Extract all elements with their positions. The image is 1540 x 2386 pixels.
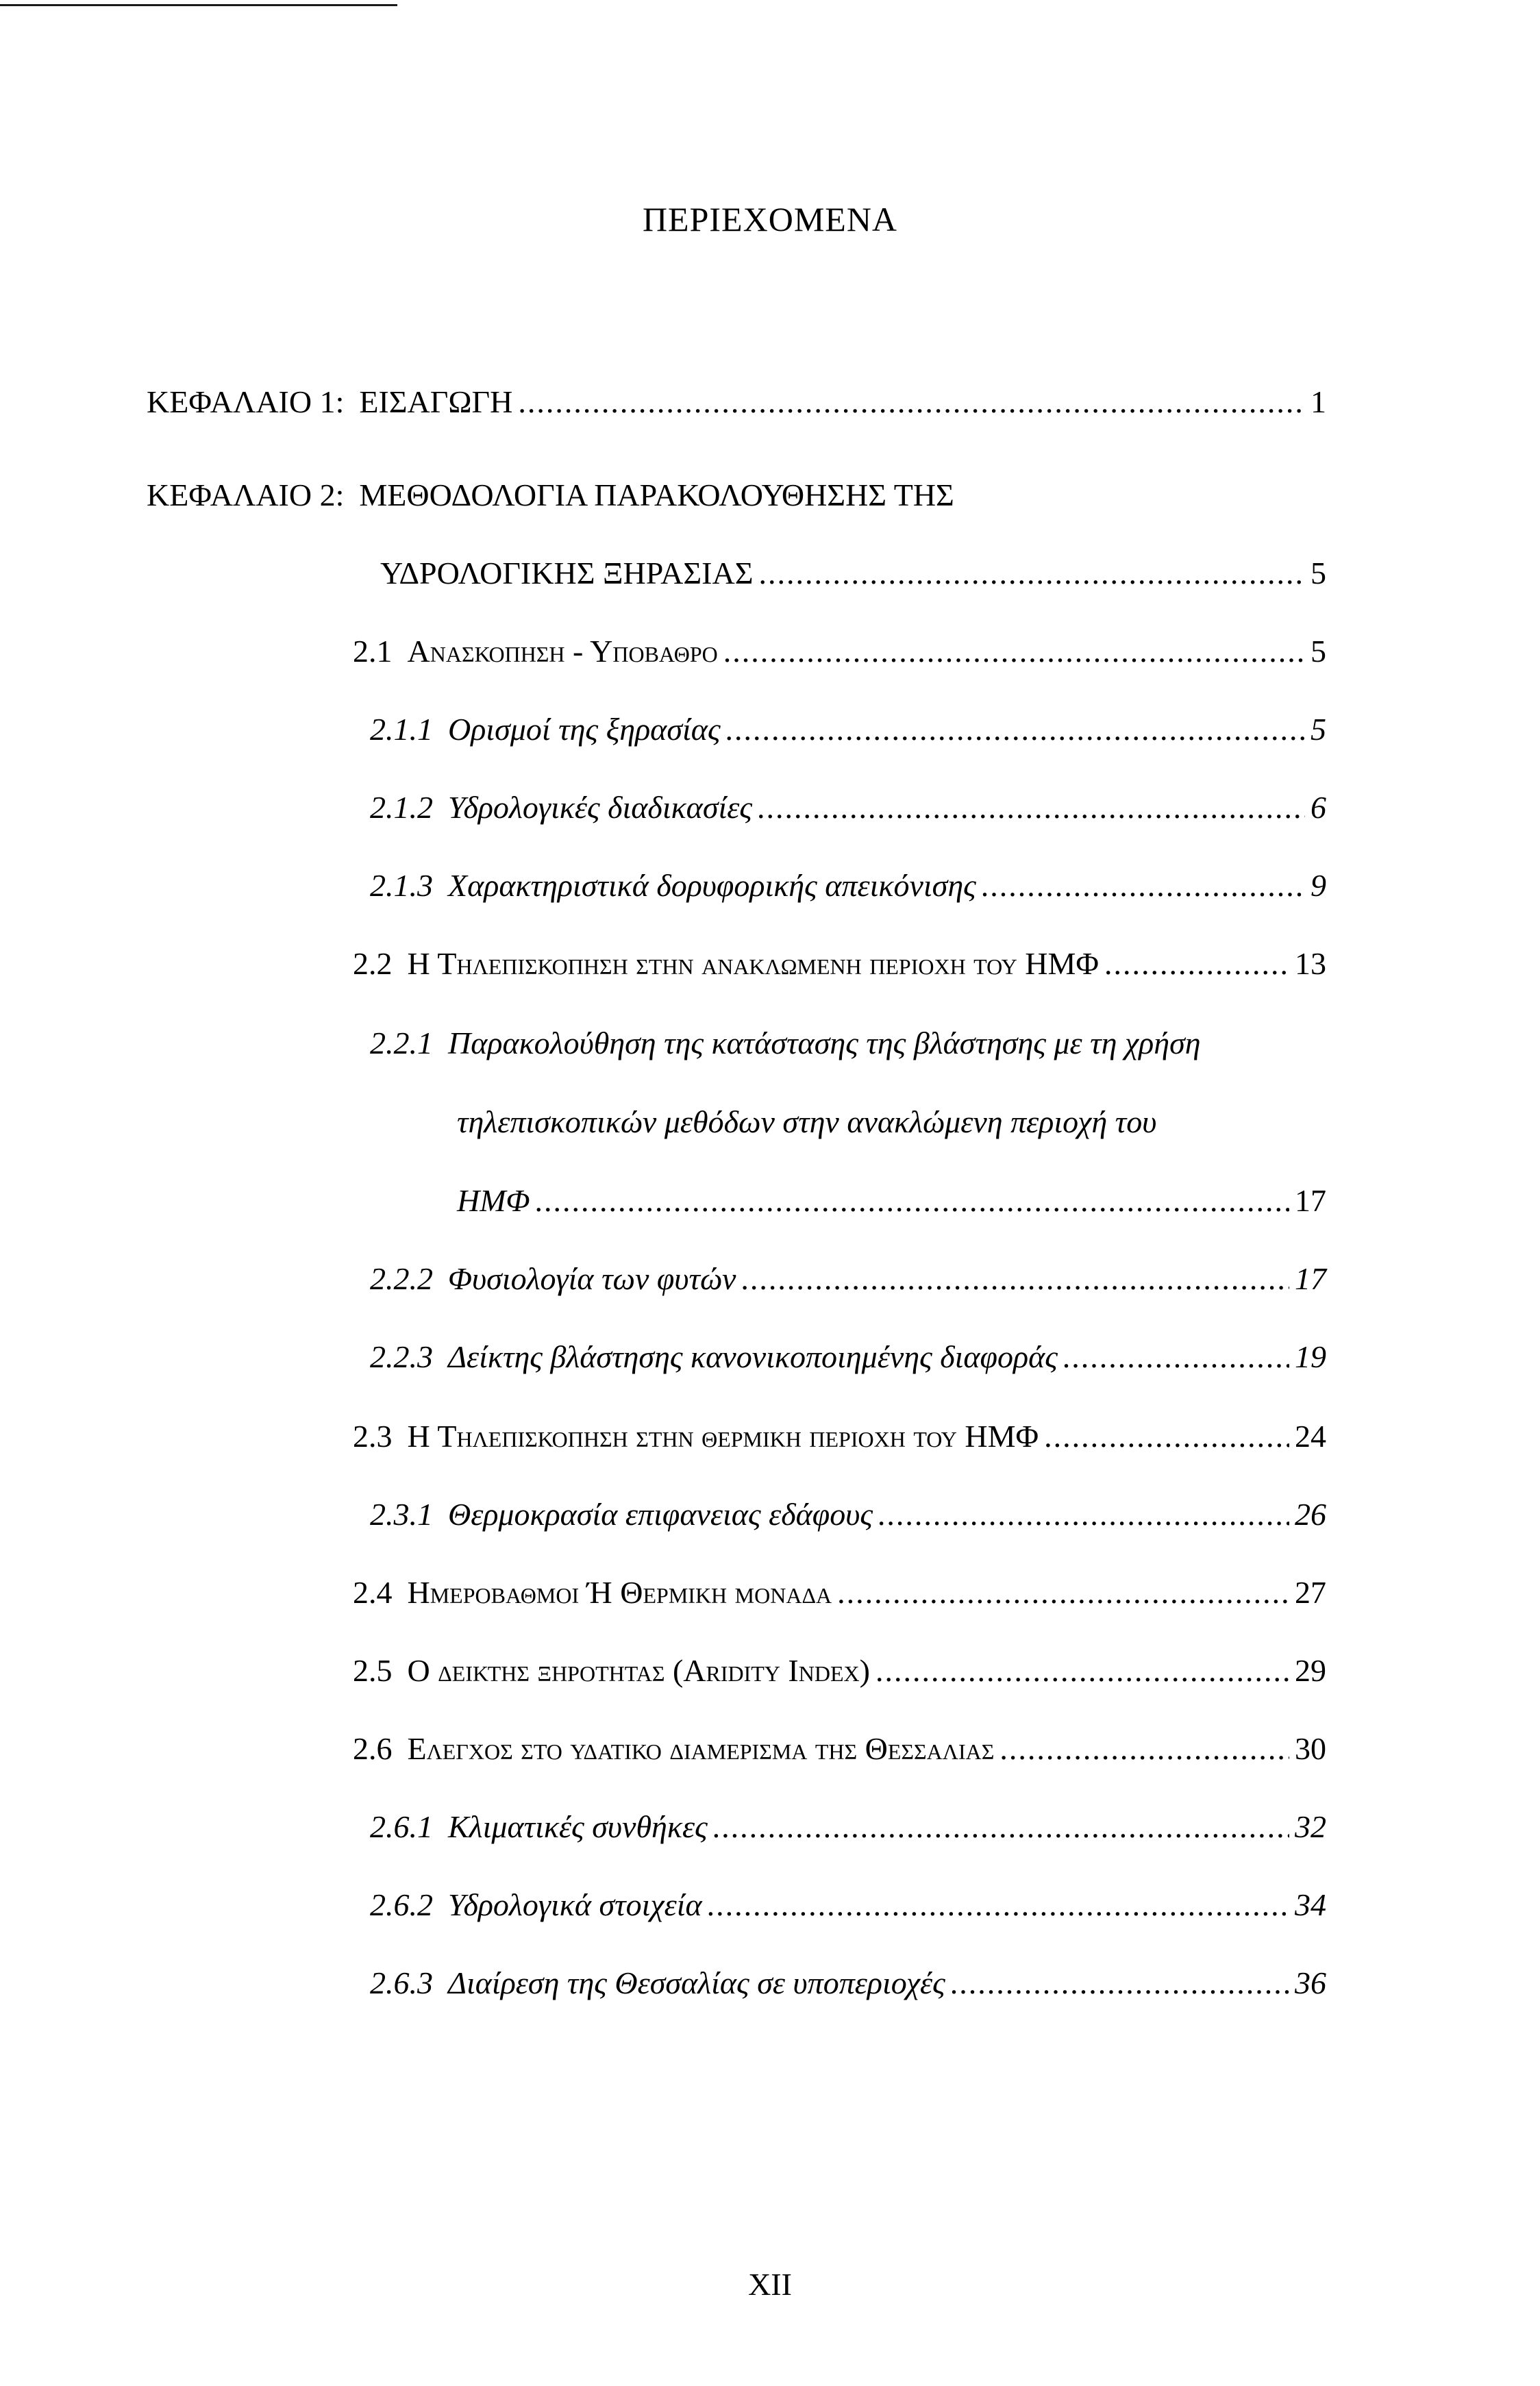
toc-entry-number: 2.1	[353, 634, 393, 669]
dot-leader	[1063, 1333, 1289, 1381]
toc-entry-number: ΚΕΦΑΛΑΙΟ 2:	[147, 477, 345, 512]
toc-entry-2-2-3[interactable]	[370, 1333, 1326, 1381]
toc-page-number: 32	[1295, 1809, 1326, 1844]
toc-entry-title: ΜΕΘΟΔΟΛΟΓΙΑ ΠΑΡΑΚΟΛΟΥΘΗΣΗΣ ΤΗΣ	[359, 477, 954, 512]
toc-entry-title: Χαρακτηριστικά δορυφορικής απεικόνισης	[448, 868, 976, 903]
toc-page-number: 26	[1295, 1497, 1326, 1532]
toc-entry-2-4[interactable]	[353, 1569, 1326, 1617]
toc-entry-2-6-1[interactable]	[370, 1803, 1326, 1851]
toc-entry-title: Ο δεικτης ξηροτητας (Aridity Index)	[407, 1653, 870, 1688]
toc-entry-title: Η Τηλεπισκοπηση στην θερμικη περιοχη του ΗΜΦ	[407, 1419, 1039, 1454]
toc-entry-title: Κλιματικές συνθήκες	[448, 1809, 708, 1844]
toc-entry-number: 2.4	[353, 1575, 393, 1610]
toc-entry-2-1-1[interactable]	[370, 706, 1326, 754]
toc-entry-title: Φυσιολογία των φυτών	[448, 1261, 736, 1296]
toc-entry-2-6-2[interactable]	[370, 1881, 1326, 1929]
toc-page-number: 17	[1295, 1261, 1326, 1296]
toc-page-number: 36	[1295, 1965, 1326, 2000]
toc-entry-chapter-1[interactable]	[147, 378, 1326, 426]
toc-page-number: 5	[1311, 712, 1326, 747]
toc-entry-2-6-3[interactable]	[370, 1959, 1326, 2007]
toc-page-number: 17	[1295, 1183, 1326, 1218]
dot-leader	[758, 549, 1305, 597]
toc-entry-2-1-2[interactable]	[370, 784, 1326, 832]
dot-leader	[951, 1959, 1289, 2007]
dot-leader	[875, 1647, 1289, 1695]
toc-entry-title: Ανασκοπηση - Υποβαθρο	[407, 634, 718, 669]
toc-entry-chapter-2[interactable]	[147, 471, 954, 519]
dot-leader	[536, 1177, 1289, 1225]
toc-entry-number: 2.1.2	[370, 790, 433, 825]
toc-entry-number: 2.1.3	[370, 868, 433, 903]
toc-entry-title: Δείκτης βλάστησης κανονικοποιημένης διαφοράς	[448, 1339, 1058, 1374]
toc-entry-number: 2.1.1	[370, 712, 433, 747]
toc-page-number: 24	[1295, 1419, 1326, 1454]
toc-page-number: 1	[1311, 384, 1326, 419]
dot-leader	[518, 378, 1305, 426]
toc-page-number: 5	[1311, 634, 1326, 669]
dot-leader	[1044, 1413, 1289, 1461]
toc-page-number: 13	[1295, 946, 1326, 981]
dot-leader	[837, 1569, 1289, 1617]
toc-page-number: 27	[1295, 1575, 1326, 1610]
dot-leader	[741, 1255, 1289, 1303]
toc-entry-title: Θερμοκρασία επιφανειας εδάφους	[448, 1497, 873, 1532]
toc-entry-2-2[interactable]	[353, 940, 1326, 988]
toc-entry-2-2-2[interactable]	[370, 1255, 1326, 1303]
toc-entry-title: Διαίρεση της Θεσσαλίας σε υποπεριοχές	[448, 1965, 945, 2000]
page-title: ΠΕΡΙΕΧΟΜΕΝΑ	[642, 200, 898, 238]
scan-edge-rule	[0, 4, 397, 6]
toc-entry-title: τηλεπισκοπικών μεθόδων στην ανακλώμενη περιοχή του	[457, 1104, 1157, 1139]
toc-page-number: 6	[1311, 790, 1326, 825]
toc-entry-title: ΗΜΦ	[457, 1183, 530, 1218]
toc-entry-2-3-1[interactable]	[370, 1491, 1326, 1539]
dot-leader	[726, 706, 1305, 754]
toc-entry-title: Ορισμοί της ξηρασίας	[448, 712, 721, 747]
toc-entry-2-1[interactable]	[353, 627, 1326, 675]
toc-entry-2-3[interactable]	[353, 1413, 1326, 1461]
toc-page-number: 34	[1295, 1887, 1326, 1922]
toc-page-number: 29	[1295, 1653, 1326, 1688]
toc-entry-2-1-3[interactable]	[370, 862, 1326, 910]
toc-entry-2-2-1-continued[interactable]	[457, 1177, 1326, 1225]
toc-entry-title: Ελεγχος στο υδατικο διαμερισμα της Θεσσαλιας	[407, 1731, 995, 1766]
dot-leader	[708, 1881, 1289, 1929]
toc-entry-2-2-1-continued[interactable]	[457, 1098, 1156, 1146]
dot-leader	[982, 862, 1305, 910]
toc-entry-number: 2.6	[353, 1731, 393, 1766]
toc-entry-number: 2.6.3	[370, 1965, 433, 2000]
toc-entry-2-5[interactable]	[353, 1647, 1326, 1695]
toc-page-number: 19	[1295, 1339, 1326, 1374]
toc-entry-2-2-1[interactable]	[370, 1019, 1201, 1067]
toc-page-number: 30	[1295, 1731, 1326, 1766]
page-number-footer: XII	[748, 2267, 792, 2302]
dot-leader	[723, 627, 1305, 675]
dot-leader	[999, 1725, 1289, 1773]
toc-entry-number: 2.2.1	[370, 1026, 433, 1060]
toc-entry-title: Παρακολούθηση της κατάστασης της βλάστησης με τη χρήση	[448, 1026, 1201, 1060]
toc-entry-number: ΚΕΦΑΛΑΙΟ 1:	[147, 384, 345, 419]
toc-entry-title: Υδρολογικές διαδικασίες	[448, 790, 753, 825]
dot-leader	[758, 784, 1305, 832]
toc-entry-title: Υδρολογικά στοιχεία	[448, 1887, 702, 1922]
toc-entry-number: 2.2	[353, 946, 393, 981]
toc-entry-number: 2.6.1	[370, 1809, 433, 1844]
toc-entry-2-6[interactable]	[353, 1725, 1326, 1773]
toc-entry-title: Ημεροβαθμοι Ή Θερμικη μοναδα	[407, 1575, 832, 1610]
toc-entry-chapter-2-continued[interactable]	[380, 549, 1326, 597]
toc-entry-number: 2.3.1	[370, 1497, 433, 1532]
toc-entry-number: 2.3	[353, 1419, 393, 1454]
toc-entry-title: Η Τηλεπισκοπηση στην ανακλωμενη περιοχη του ΗΜΦ	[407, 946, 1100, 981]
toc-page-number: 9	[1311, 868, 1326, 903]
dot-leader	[713, 1803, 1289, 1851]
dot-leader	[878, 1491, 1289, 1539]
toc-entry-number: 2.6.2	[370, 1887, 433, 1922]
toc-page-number: 5	[1311, 556, 1326, 591]
toc-entry-number: 2.5	[353, 1653, 393, 1688]
toc-entry-title: ΥΔΡΟΛΟΓΙΚΗΣ ΞΗΡΑΣΙΑΣ	[380, 556, 754, 591]
dot-leader	[1104, 940, 1289, 988]
toc-entry-title: ΕΙΣΑΓΩΓΗ	[359, 384, 513, 419]
toc-entry-number: 2.2.2	[370, 1261, 433, 1296]
toc-entry-number: 2.2.3	[370, 1339, 433, 1374]
